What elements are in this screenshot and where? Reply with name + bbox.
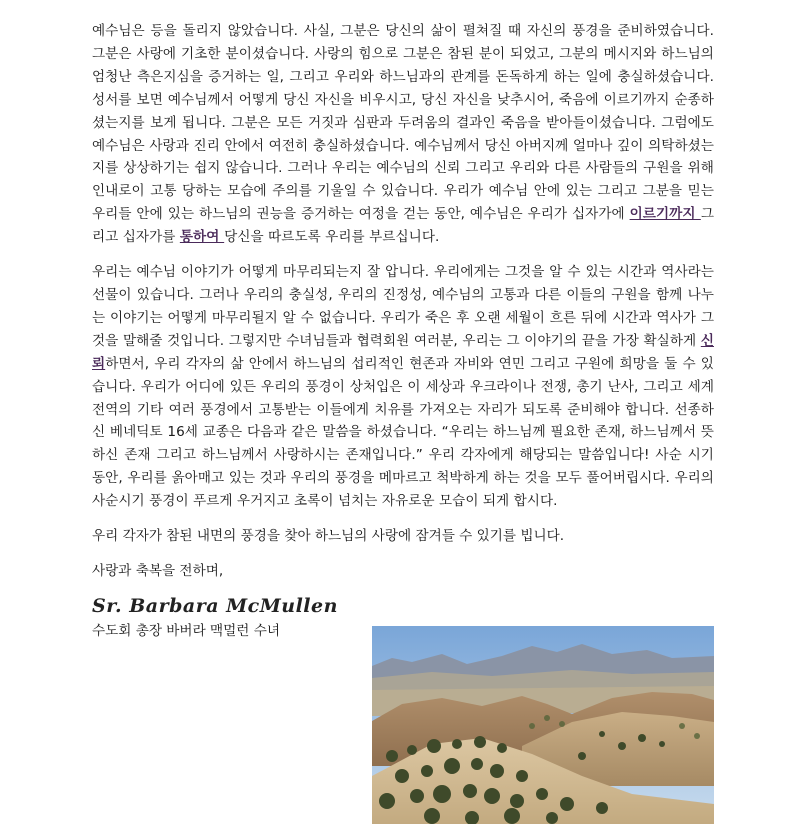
salutation: 사랑과 축복을 전하며, [92,562,224,579]
closing-wish: 우리 각자가 참된 내면의 풍경을 찾아 하느님의 사랑에 잠겨들 수 있기를 빕니다. [92,528,565,545]
letter-body [92,20,714,639]
signer-title: 수도회 총장 바버라 맥멀런 수녀 [92,622,280,639]
paragraph-1: 예수님은 등을 돌리지 않았습니다. 사실, 그분은 당신의 삶이 펼쳐질 때 자신의 풍경을 준비하였습니다. 그분은 사랑에 기초한 분이셨습니다. 사랑의 힘으로 그분은 참된 분이 되었고, 그분의 메시지와 하느님의 엄청난 측은지심을 증거하는 일, 그리고 우리와 하느님과의 관계를 돈독하게 하는 일에 충실하셨습니다. 성서를 보면 예수님께서 어떻게 당신 자신을 비우시고, 당신 자신을 낮추시어, 죽음에 이르기까지 순종하셨는지를 보게 됩니다. 그분은 모든 거짓과 심판과 두려움의 결과인 죽음을 받아들이셨습니다. 그럼에도 예수님은 사랑과 진리 안에서 여전히 충실하셨습니다. 예수님께서 당신 아버지께 얼마나 깊이 의탁하셨는지를 상상하기는 쉽지 않습니다. 그러나 우리는 예수님의 신뢰 그리고 우리와 다른 사람들의 구원을 위해 인내로이 고통 당하는 모습에 주의를 기울일 수 있습니다. 우리가 예수님 안에 있는 그리고 그분을 믿는 우리들 안에 있는 하느님의 권능을 증거하는 여정을 걷는 동안, 예수님은 우리가 십자가에 이르기까지 그리고 십자가를 통하여 당신을 따르도록 우리를 부르십니다. [92,23,714,246]
signature: Sr. Barbara McMullen [92,594,338,617]
emphasis-text: 통하여 [179,229,225,246]
landscape-photo [372,626,714,824]
paragraph-2: 우리는 예수님 이야기가 어떻게 마무리되는지 잘 압니다. 우리에게는 그것을 알 수 있는 시간과 역사라는 선물이 있습니다. 그러나 우리의 충실성, 우리의 진정성, 예수님의 고통과 다른 이들의 구원을 함께 나누는 이야기는 어떻게 마무리될지 알 수 없습니다. 우리가 죽은 후 오랜 세월이 흐른 뒤에 시간과 역사가 그것을 말해줄 것입니다. 그렇지만 수녀님들과 협력회원 여러분, 우리는 그 이야기의 끝을 가장 확실하게 신뢰하면서, 우리 각자의 삶 안에서 하느님의 섭리적인 현존과 자비와 연민 그리고 구원에 희망을 둘 수 있습니다. 우리가 어디에 있든 우리의 풍경이 상처입은 이 세상과 우크라이나 전쟁, 총기 난사, 그리고 세계 전역의 기타 여러 풍경에서 고통받는 이들에게 치유를 가져오는 자리가 되도록 준비해야 합니다. 선종하신 베네딕토 16세 교종은 다음과 같은 말씀을 하셨습니다. “우리는 하느님께 필요한 존재, 하느님께서 뜻하신 존재 그리고 하느님께서 사랑하시는 존재입니다.” 우리 각자에게 해당되는 말씀입니다! 사순 시기 동안, 우리를 옭아매고 있는 것과 우리의 풍경을 메마르고 척박하게 하는 것을 모두 풀어버립시다. 우리의 사순시기 풍경이 푸르게 우거지고 초록이 넘치는 자유로운 모습이 되게 합시다. [92,264,714,510]
emphasis-text: 신뢰 [92,332,714,372]
emphasis-text: 이르기까지 [629,206,701,223]
